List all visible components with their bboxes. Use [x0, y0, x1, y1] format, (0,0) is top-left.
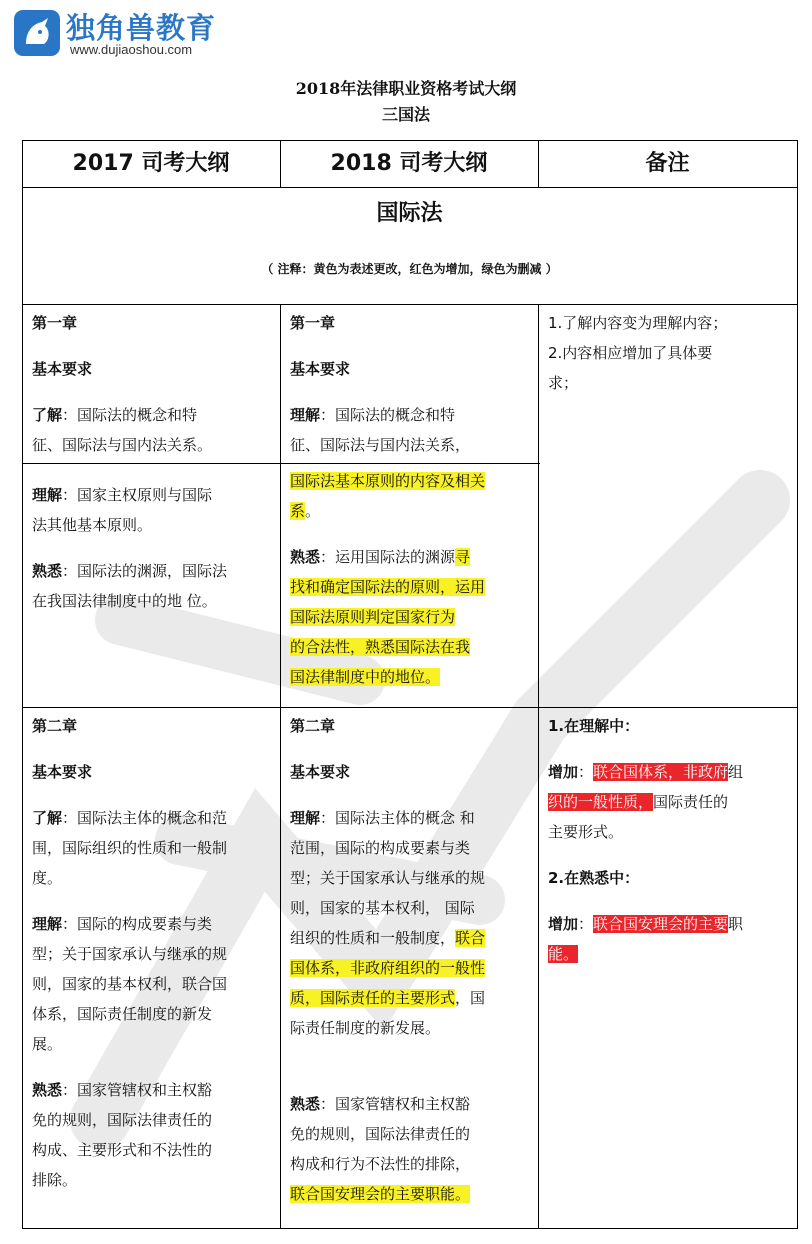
requirement-text-cont: 免的规则，国际法律责任的: [32, 1111, 213, 1129]
header-remarks: 备注: [645, 151, 690, 176]
requirement-text-cont: 法其他基本原则。: [32, 516, 153, 534]
requirement-text: 理解：国际法主体的概念 和: [290, 809, 475, 827]
header-2017: 2017 司考大纲: [72, 151, 230, 176]
ch1-2017-top: [32, 308, 274, 460]
brand-name: 独角兽教育: [66, 11, 217, 45]
chapter-label: 第一章: [290, 314, 336, 332]
requirement-text: 了解：国际法的概念和特: [32, 406, 198, 424]
requirement-text-cont: 排除。: [32, 1171, 78, 1189]
ch1-remarks: [548, 308, 792, 398]
brand-logo: [14, 8, 234, 58]
requirement-text-cont: 范围，国际的构成要素与类: [290, 839, 471, 857]
remark-item: 1.了解内容变为理解内容；: [548, 314, 728, 332]
color-legend-note: （ 注释：黄色为表述更改，红色为增加，绿色为删减 ）: [261, 262, 558, 276]
chapter-label: 第一章: [32, 314, 78, 332]
header-divider: [22, 187, 798, 188]
ch2-remarks: [548, 711, 796, 969]
changed-text: 找和确定国际法的原则，运用: [290, 578, 486, 596]
ch1-2018: [290, 308, 532, 692]
table-border-right: [797, 140, 798, 1229]
document-subtitle: 三国法: [381, 105, 430, 124]
requirement-text-cont: 征、国际法与国内法关系，: [290, 436, 471, 454]
requirement-text: 理解：国际的构成要素与类: [32, 915, 213, 933]
remark-added-cont: 主要形式。: [548, 823, 624, 841]
requirement-text-cont: 型；关于国家承认与继承的规: [290, 869, 486, 887]
changed-text: 系。: [290, 502, 321, 520]
requirement-label: 基本要求: [32, 360, 93, 378]
requirement-label: 基本要求: [32, 763, 93, 781]
remark-added: 能。: [548, 945, 579, 963]
document-title: 2018年法律职业资格考试大纲: [295, 79, 517, 98]
requirement-text-cont: 展。: [32, 1035, 63, 1053]
table-border-bottom: [22, 1228, 798, 1229]
requirement-text: 理解：国家主权原则与国际: [32, 486, 213, 504]
requirement-text-cont: 型；关于国家承认与继承的规: [32, 945, 228, 963]
remark-heading: 1.在理解中：: [548, 717, 640, 735]
ch1-2017-bottom: [32, 480, 274, 616]
changed-text: 质，国际责任的主要形式，国: [290, 989, 486, 1007]
section-title: 国际法: [376, 201, 443, 226]
brand-url: www.dujiaoshou.com: [70, 42, 193, 57]
remark-added: 织的一般性质，国际责任的: [548, 793, 729, 811]
requirement-text-cont: 征、国际法与国内法关系。: [32, 436, 213, 454]
requirement-text: 熟悉：国际法的渊源，国际法: [32, 562, 228, 580]
requirement-text-cont: 构成、主要形式和不法性的: [32, 1141, 213, 1159]
ch2-2017: [32, 711, 274, 1195]
chapter-divider: [22, 707, 798, 708]
requirement-text: 了解：国际法主体的概念和范: [32, 809, 228, 827]
table-border-left: [22, 140, 23, 1229]
requirement-text-cont: 组织的性质和一般制度，联合: [290, 929, 486, 947]
chapter-label: 第二章: [32, 717, 78, 735]
remark-heading: 2.在熟悉中：: [548, 869, 640, 887]
requirement-text: 熟悉：国家管辖权和主权豁: [290, 1095, 471, 1113]
remark-added: 增加：联合国体系，非政府组: [548, 763, 744, 781]
requirement-text: 熟悉：国家管辖权和主权豁: [32, 1081, 213, 1099]
requirement-text-cont: 则，国家的基本权利，联合国: [32, 975, 228, 993]
changed-text: 国体系，非政府组织的一般性: [290, 959, 486, 977]
remark-added: 增加：联合国安理会的主要职: [548, 915, 744, 933]
unicorn-icon: [14, 10, 60, 56]
section-divider: [22, 304, 798, 305]
changed-text: 国际法原则判定国家行为: [290, 608, 456, 626]
changed-text: 国际法基本原则的内容及相关: [290, 472, 486, 490]
requirement-text-cont: 免的规则，国际法律责任的: [290, 1125, 471, 1143]
requirement-text-cont: 构成和行为不法性的排除，: [290, 1155, 471, 1173]
ch2-2018: [290, 711, 532, 1209]
header-2018: 2018 司考大纲: [330, 151, 488, 176]
col-divider-2: [538, 304, 539, 1229]
remark-item: 2.内容相应增加了具体要: [548, 344, 713, 362]
changed-text: 联合国安理会的主要职能。: [290, 1185, 471, 1203]
chapter-label: 第二章: [290, 717, 336, 735]
changed-text: 的合法性，熟悉国际法在我: [290, 638, 471, 656]
requirement-label: 基本要求: [290, 360, 351, 378]
requirement-text: 熟悉：运用国际法的渊源寻: [290, 548, 471, 566]
requirement-text: 理解：国际法的概念和特: [290, 406, 456, 424]
changed-text: 国法律制度中的地位。: [290, 668, 441, 686]
requirement-label: 基本要求: [290, 763, 351, 781]
requirement-text-cont: 在我国法律制度中的地 位。: [32, 592, 217, 610]
requirement-text-cont: 际责任制度的新发展。: [290, 1019, 441, 1037]
remark-item-cont: 求；: [548, 374, 579, 392]
requirement-text-cont: 度。: [32, 869, 63, 887]
requirement-text-cont: 体系，国际责任制度的新发: [32, 1005, 213, 1023]
requirement-text-cont: 则，国家的基本权利， 国际: [290, 899, 475, 917]
col-divider-1: [280, 304, 281, 1229]
requirement-text-cont: 围，国际组织的性质和一般制: [32, 839, 228, 857]
